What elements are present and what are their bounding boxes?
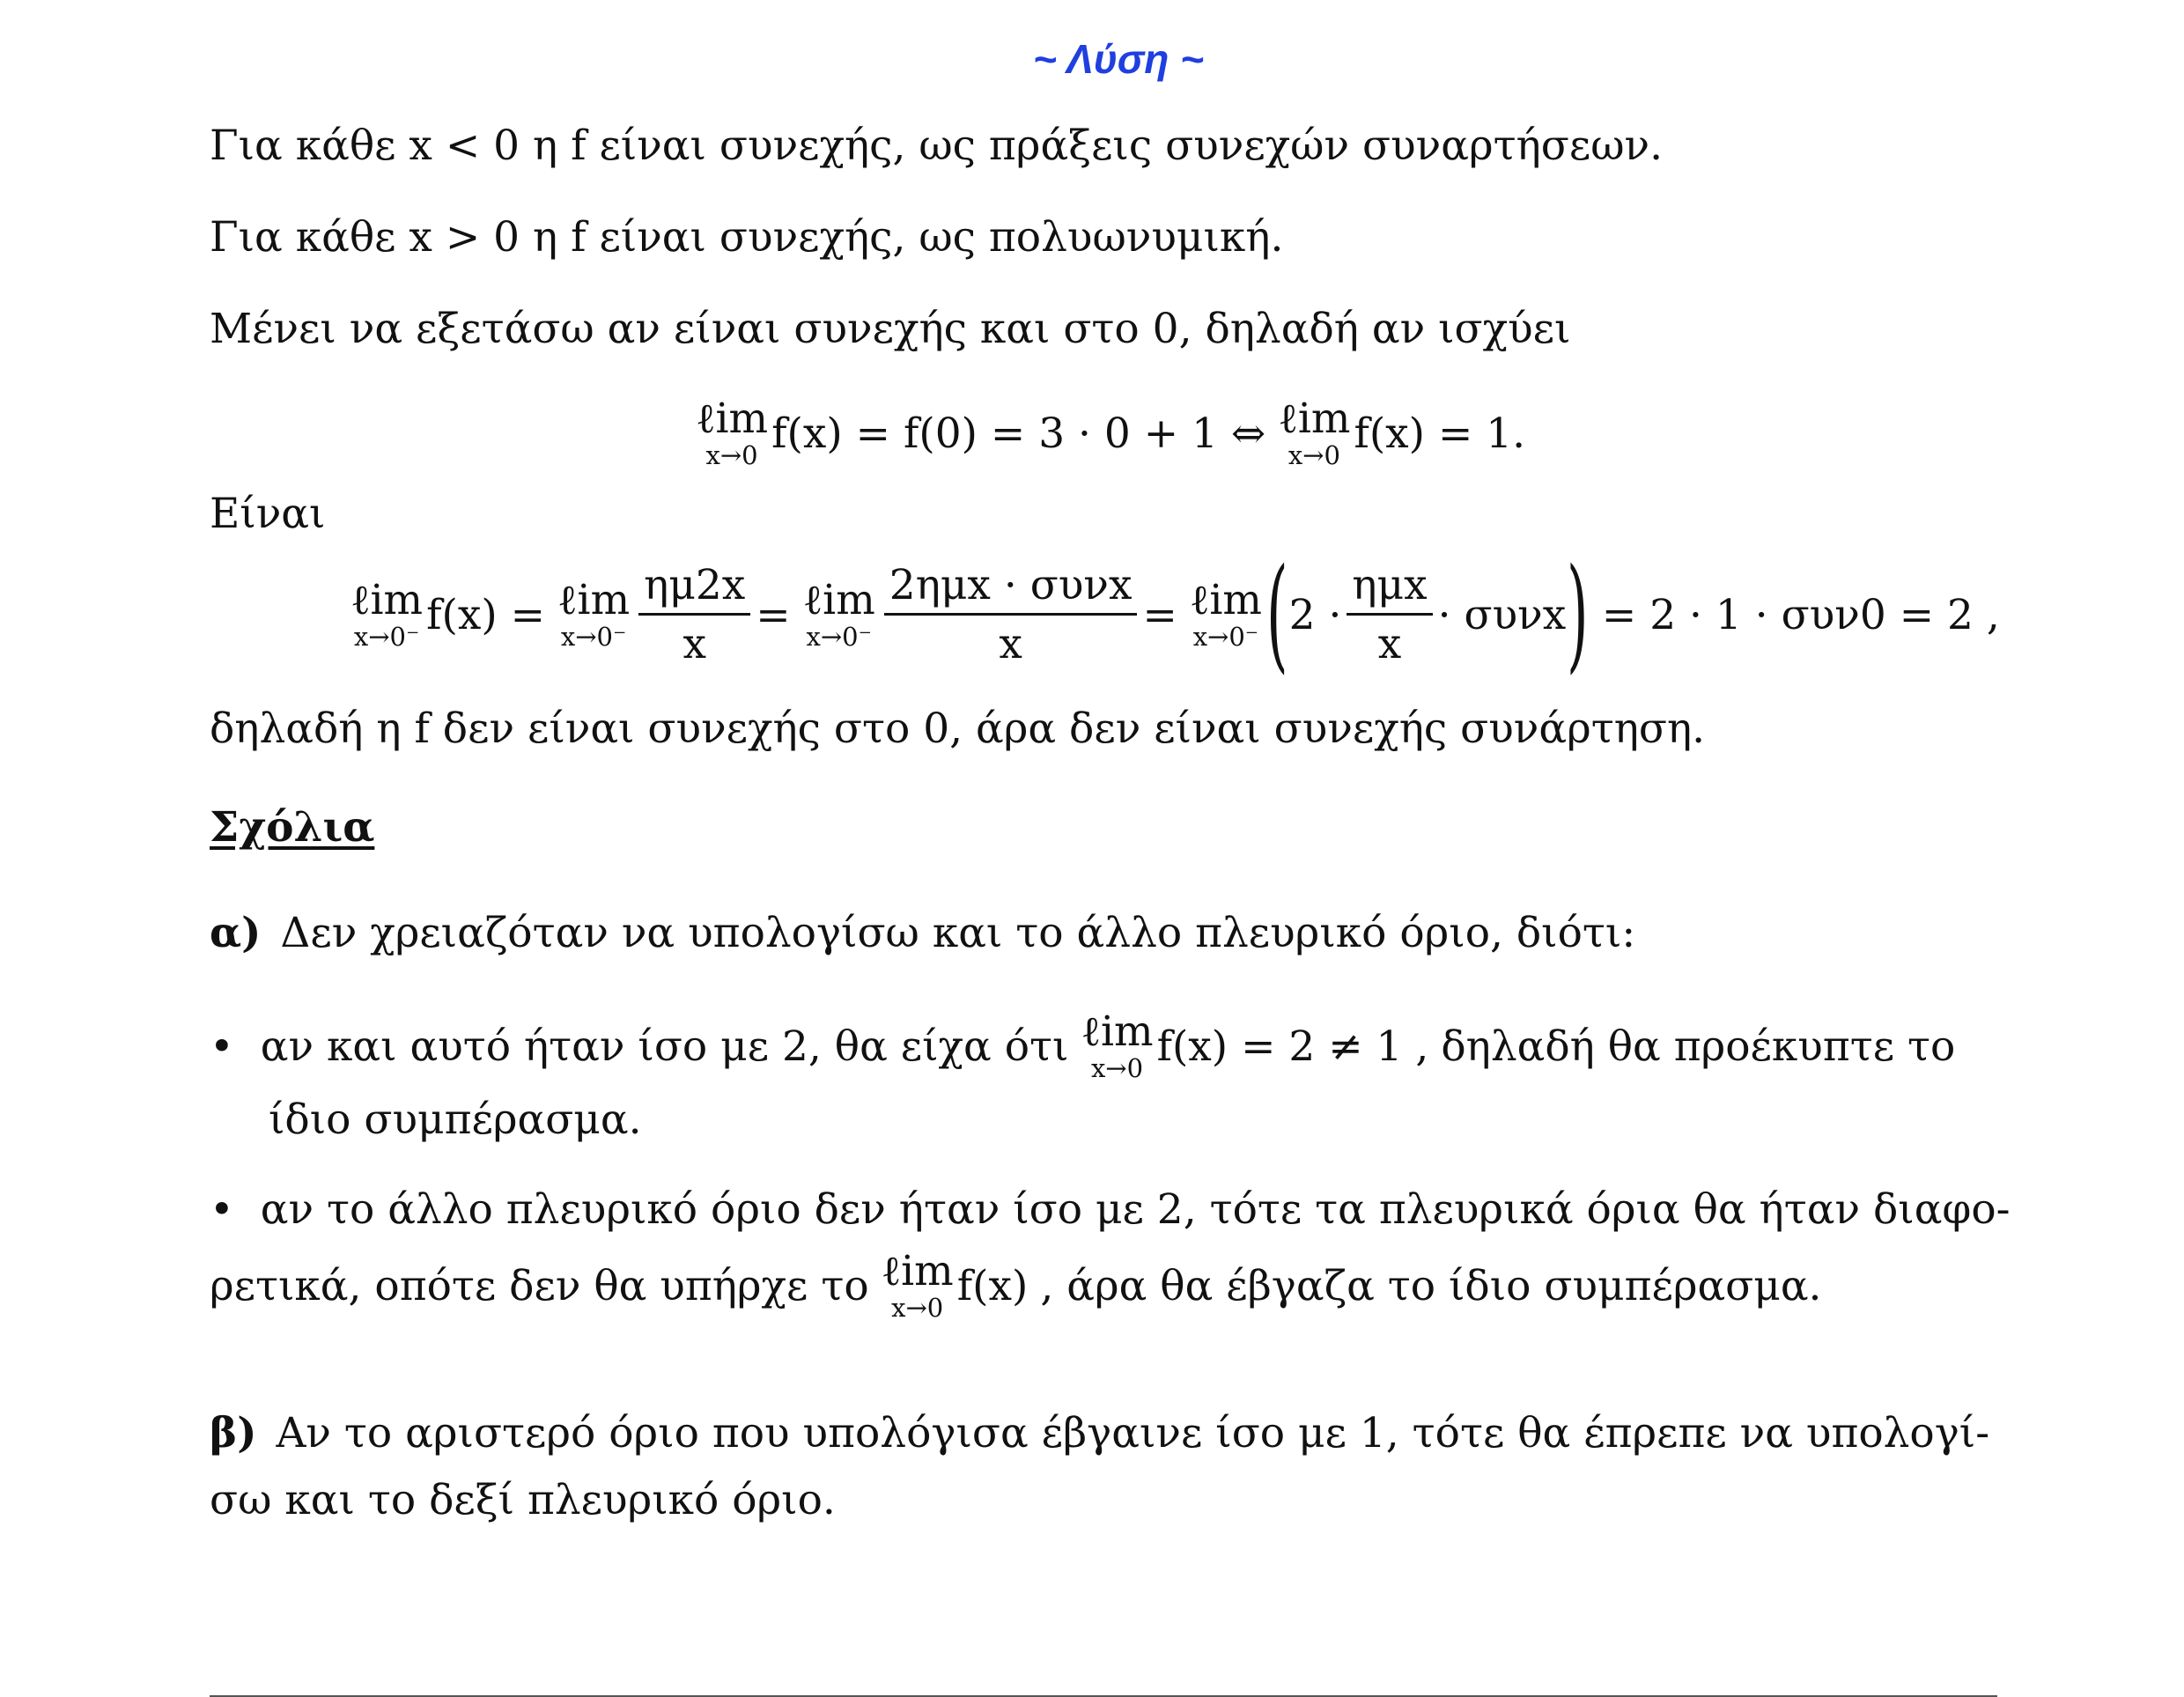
limit-subscript: x→0⁻ xyxy=(1192,622,1259,652)
equals-sign: = xyxy=(756,590,791,639)
limit-operator xyxy=(1081,1007,1154,1083)
fraction-denominator: x xyxy=(682,619,706,668)
equation-part: f(x) = f(0) = 3 · 0 + 1 ⇔ xyxy=(771,409,1266,458)
paragraph-it-is: Είναι xyxy=(210,490,326,538)
equation-part: f(x) = 1. xyxy=(1354,409,1526,458)
bullet-2-text: αν το άλλο πλευρικό όριο δεν ήταν ίσο με 2, τότε τα πλευρικά όρια θα ήταν διαφο- xyxy=(260,1185,2011,1234)
paragraph-conclusion: δηλαδή η f δεν είναι συνεχής στο 0, άρα δεν είναι συνεχής συνάρτηση. xyxy=(210,705,1706,753)
limit-text: ℓim xyxy=(1189,576,1262,624)
bullet-2-text-end: , άρα θα έβγαζα το ίδιο συμπέρασμα. xyxy=(1040,1261,1822,1310)
equation-left-limit xyxy=(350,542,2000,686)
equation-result: = 2 · 1 · συν0 = 2 , xyxy=(1601,590,2000,639)
limit-text: ℓim xyxy=(1081,1007,1154,1056)
paragraph-check-zero: Μένει να εξετάσω αν είναι συνεχής και στο 0, δηλαδή αν ισχύει xyxy=(210,305,1571,353)
fraction-denominator: x xyxy=(999,619,1022,668)
bullet-icon: • xyxy=(210,1185,234,1234)
limit-operator xyxy=(557,576,631,652)
fraction-numerator: 2ημx · συνx xyxy=(884,564,1138,615)
limit-operator xyxy=(1189,576,1262,652)
limit-operator xyxy=(881,1247,954,1323)
limit-subscript: x→0⁻ xyxy=(806,622,872,652)
paragraph-continuity-positive: Για κάθε x > 0 η f είναι συνεχής, ως πολυωνυμική. xyxy=(210,213,1284,262)
comments-header: Σχόλια xyxy=(210,803,375,852)
equals-sign: = xyxy=(1142,590,1177,639)
bullet-1-text: αν και αυτό ήταν ίσο με 2, θα είχα ότι xyxy=(260,1022,1069,1071)
limit-operator xyxy=(802,576,875,652)
equation-part: · συνx xyxy=(1437,590,1567,639)
bullet-2-text-cont: ρετικά, οπότε δεν θα υπήρχε το xyxy=(210,1261,869,1310)
limit-subscript: x→0⁻ xyxy=(560,622,627,652)
limit-subscript: x→0 xyxy=(891,1293,944,1323)
limit-text: ℓim xyxy=(350,576,424,624)
bullet-2-expression: f(x) xyxy=(956,1261,1029,1310)
limit-text: ℓim xyxy=(696,395,769,443)
comment-a xyxy=(210,909,1635,957)
fraction xyxy=(884,561,1138,668)
limit-operator xyxy=(1278,395,1351,470)
comment-b-text: Αν το αριστερό όριο που υπολόγισα έβγαινε ίσο με 1, τότε θα έπρεπε να υπολογί- xyxy=(276,1409,1990,1457)
limit-operator xyxy=(350,576,424,652)
limit-text: ℓim xyxy=(1278,395,1351,443)
comment-a-text: Δεν χρειαζόταν να υπολογίσω και το άλλο πλευρικό όριο, διότι: xyxy=(280,909,1636,957)
fraction-numerator: ημ2x xyxy=(638,564,750,615)
comment-b xyxy=(210,1409,1989,1457)
fraction xyxy=(638,561,750,668)
solution-title: ~ Λύση ~ xyxy=(1032,36,1205,82)
limit-subscript: x→0 xyxy=(1288,440,1340,470)
limit-subscript: x→0 xyxy=(705,440,758,470)
limit-operator xyxy=(696,395,769,470)
bullet-item-1 xyxy=(210,1007,1956,1083)
bullet-1-line-2: ίδιο συμπέρασμα. xyxy=(269,1096,642,1144)
equation-part: f(x) = xyxy=(426,590,546,639)
limit-subscript: x→0 xyxy=(1090,1053,1144,1083)
fraction-denominator: x xyxy=(1377,619,1402,668)
bullet-1-text-end: δηλαδή θα προέκυπτε το xyxy=(1441,1022,1956,1071)
limit-subscript: x→0⁻ xyxy=(353,622,420,652)
bullet-1-expression: f(x) = 2 ≠ 1 , xyxy=(1156,1022,1429,1071)
limit-text: ℓim xyxy=(802,576,875,624)
fraction-numerator: ημx xyxy=(1347,564,1432,615)
comment-b-label: β) xyxy=(210,1409,257,1457)
bullet-item-2 xyxy=(210,1185,2011,1234)
fraction xyxy=(1347,561,1432,668)
bullet-icon: • xyxy=(210,1022,234,1071)
comment-a-label: α) xyxy=(210,909,262,957)
paragraph-continuity-negative: Για κάθε x < 0 η f είναι συνεχής, ως πράξεις συνεχών συναρτήσεων. xyxy=(210,122,1664,170)
equation-limit-condition xyxy=(696,395,1525,469)
limit-text: ℓim xyxy=(881,1247,954,1295)
left-parenthesis: ( xyxy=(1266,542,1288,686)
comment-b-line-2: σω και το δεξί πλευρικό όριο. xyxy=(210,1476,836,1524)
limit-text: ℓim xyxy=(557,576,631,624)
bullet-2-line-2 xyxy=(210,1247,1822,1323)
right-parenthesis: ) xyxy=(1567,542,1589,686)
equation-part: 2 · xyxy=(1288,590,1342,639)
